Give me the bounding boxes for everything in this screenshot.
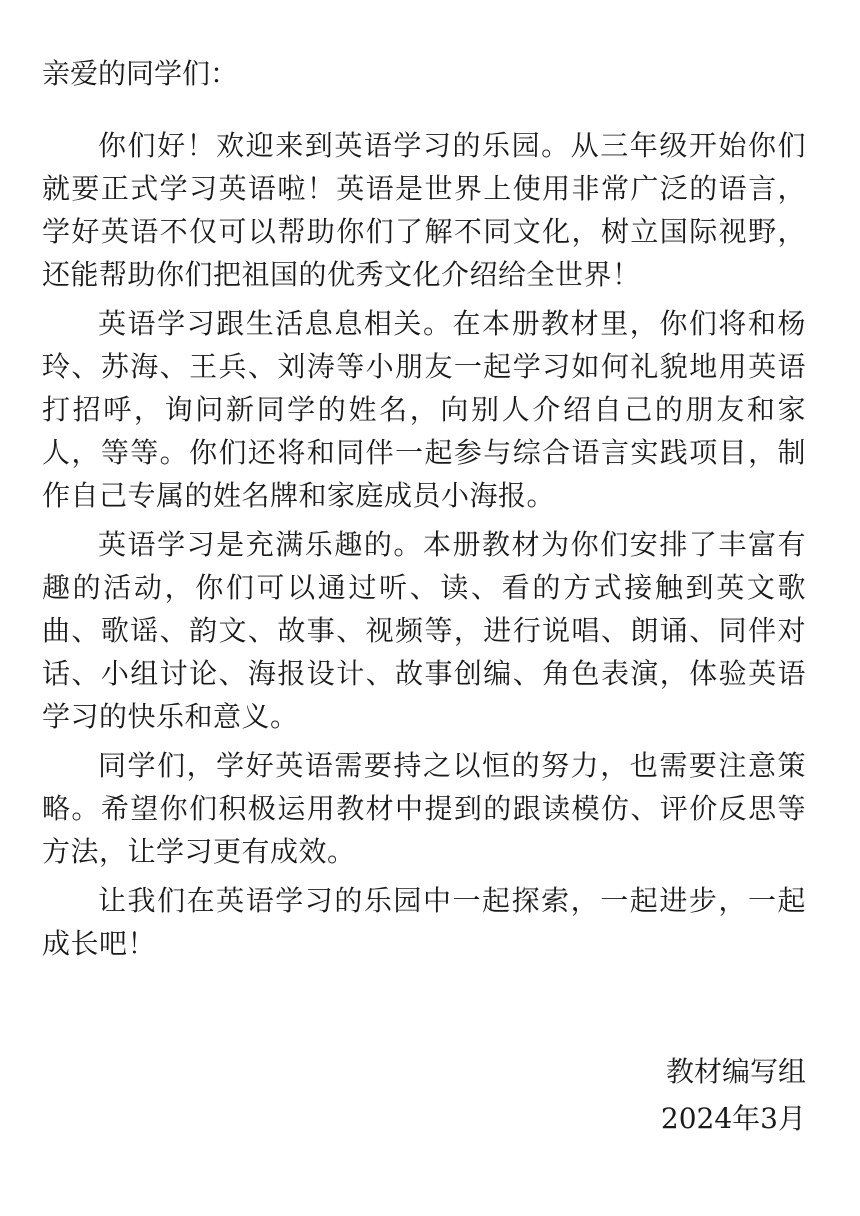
paragraph-welcome: 你们好！欢迎来到英语学习的乐园。从三年级开始你们就要正式学习英语啦！英语是世界上使用非常广泛的语言，学好英语不仅可以帮助你们了解不同文化，树立国际视野，还能帮助你们把祖国的优秀文化介绍给全世界！ — [42, 129, 806, 291]
date: 2024年3月 — [660, 1102, 806, 1135]
letter-body — [42, 124, 806, 971]
salutation: 亲爱的同学们： — [42, 57, 239, 90]
paragraph-closing: 让我们在英语学习的乐园中一起探索，一起进步，一起成长吧！ — [42, 884, 806, 960]
signature: 教材编写组 — [665, 1055, 806, 1088]
paragraph-life: 英语学习跟生活息息相关。在本册教材里，你们将和杨玲、苏海、王兵、刘涛等小朋友一起学习如何礼貌地用英语打招呼，询问新同学的姓名，向别人介绍自己的朋友和家人，等等。你们还将和同伴一起参与综合语言实践项目，制作自己专属的姓名牌和家庭成员小海报。 — [42, 307, 806, 512]
paragraph-fun: 英语学习是充满乐趣的。本册教材为你们安排了丰富有趣的活动，你们可以通过听、读、看的方式接触到英文歌曲、歌谣、韵文、故事、视频等，进行说唱、朗诵、同伴对话、小组讨论、海报设计、故事创编、角色表演，体验英语学习的快乐和意义。 — [42, 528, 806, 733]
paragraph-strategy: 同学们，学好英语需要持之以恒的努力，也需要注意策略。希望你们积极运用教材中提到的跟读模仿、评价反思等方法，让学习更有成效。 — [42, 749, 806, 868]
